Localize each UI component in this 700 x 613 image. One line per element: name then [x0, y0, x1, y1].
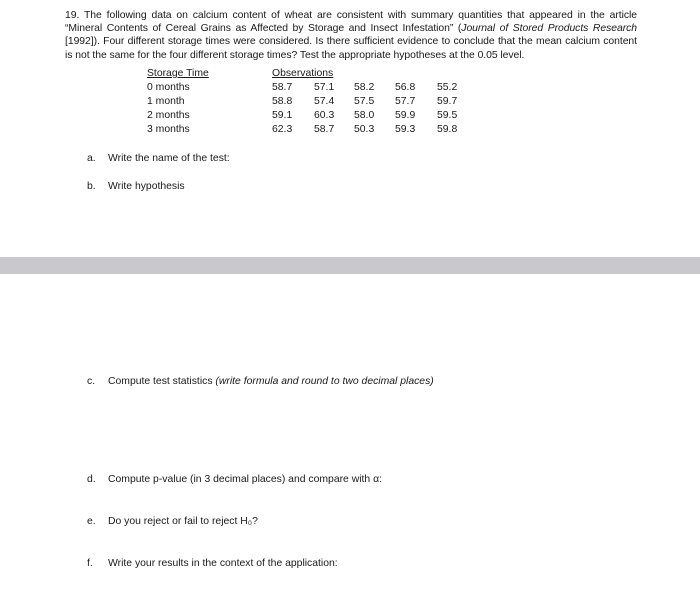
table-cell: 62.3: [272, 124, 293, 135]
table-cell: 60.3: [314, 110, 335, 121]
question-letter: f.: [87, 558, 93, 569]
question-text: Write hypothesis: [108, 181, 185, 192]
table-cell: 57.7: [395, 96, 416, 107]
table-cell: 58.7: [314, 124, 335, 135]
question-text: Do you reject or fail to reject H₀?: [108, 516, 258, 527]
table-cell: 59.7: [437, 96, 458, 107]
question-text: Compute test statistics: [108, 376, 216, 387]
page-divider: [0, 257, 700, 274]
table-cell: 58.0: [354, 110, 375, 121]
table-cell: 50.3: [354, 124, 375, 135]
header-observations: Observations: [272, 68, 334, 79]
row-label: 0 months: [147, 82, 190, 93]
table-cell: 59.1: [272, 110, 293, 121]
question-letter: b.: [87, 181, 96, 192]
question-letter: a.: [87, 153, 96, 164]
table-cell: 58.8: [272, 96, 293, 107]
question-text: Write your results in the context of the application:: [108, 558, 338, 569]
table-cell: 59.3: [395, 124, 416, 135]
table-cell: 55.2: [437, 82, 458, 93]
row-label: 1 month: [147, 96, 185, 107]
question-text-wrap: [108, 375, 434, 388]
problem-text-part1: 19. The following data on calcium content of wheat are consistent with summary quantities that appeared in the article “Mineral Contents of Cereal Grains as Affected by Storage and Insect Infestation” (: [65, 10, 637, 35]
problem-statement: [65, 9, 637, 62]
header-storage-time: Storage Time: [147, 68, 209, 79]
table-cell: 58.2: [354, 82, 375, 93]
question-letter: d.: [87, 474, 96, 485]
table-cell: 59.5: [437, 110, 458, 121]
table-cell: 57.1: [314, 82, 335, 93]
journal-title: Journal of Stored Products Research: [461, 23, 637, 35]
table-cell: 56.8: [395, 82, 416, 93]
row-label: 2 months: [147, 110, 190, 121]
row-label: 3 months: [147, 124, 190, 135]
question-letter: c.: [87, 376, 96, 387]
table-cell: 58.7: [272, 82, 293, 93]
table-cell: 59.9: [395, 110, 416, 121]
question-letter: e.: [87, 516, 96, 527]
table-cell: 57.4: [314, 96, 335, 107]
table-cell: 59.8: [437, 124, 458, 135]
question-note: (write formula and round to two decimal places): [215, 376, 434, 387]
question-text: Write the name of the test:: [108, 153, 230, 164]
table-cell: 57.5: [354, 96, 375, 107]
question-text: Compute p-value (in 3 decimal places) and compare with α:: [108, 474, 382, 485]
problem-text-part2: [1992]). Four different storage times were considered. Is there sufficient evidence to conclude that the mean calcium content is not the same for the four different storage times? Test the appropriate hypotheses at the 0.05 level.: [65, 36, 637, 61]
